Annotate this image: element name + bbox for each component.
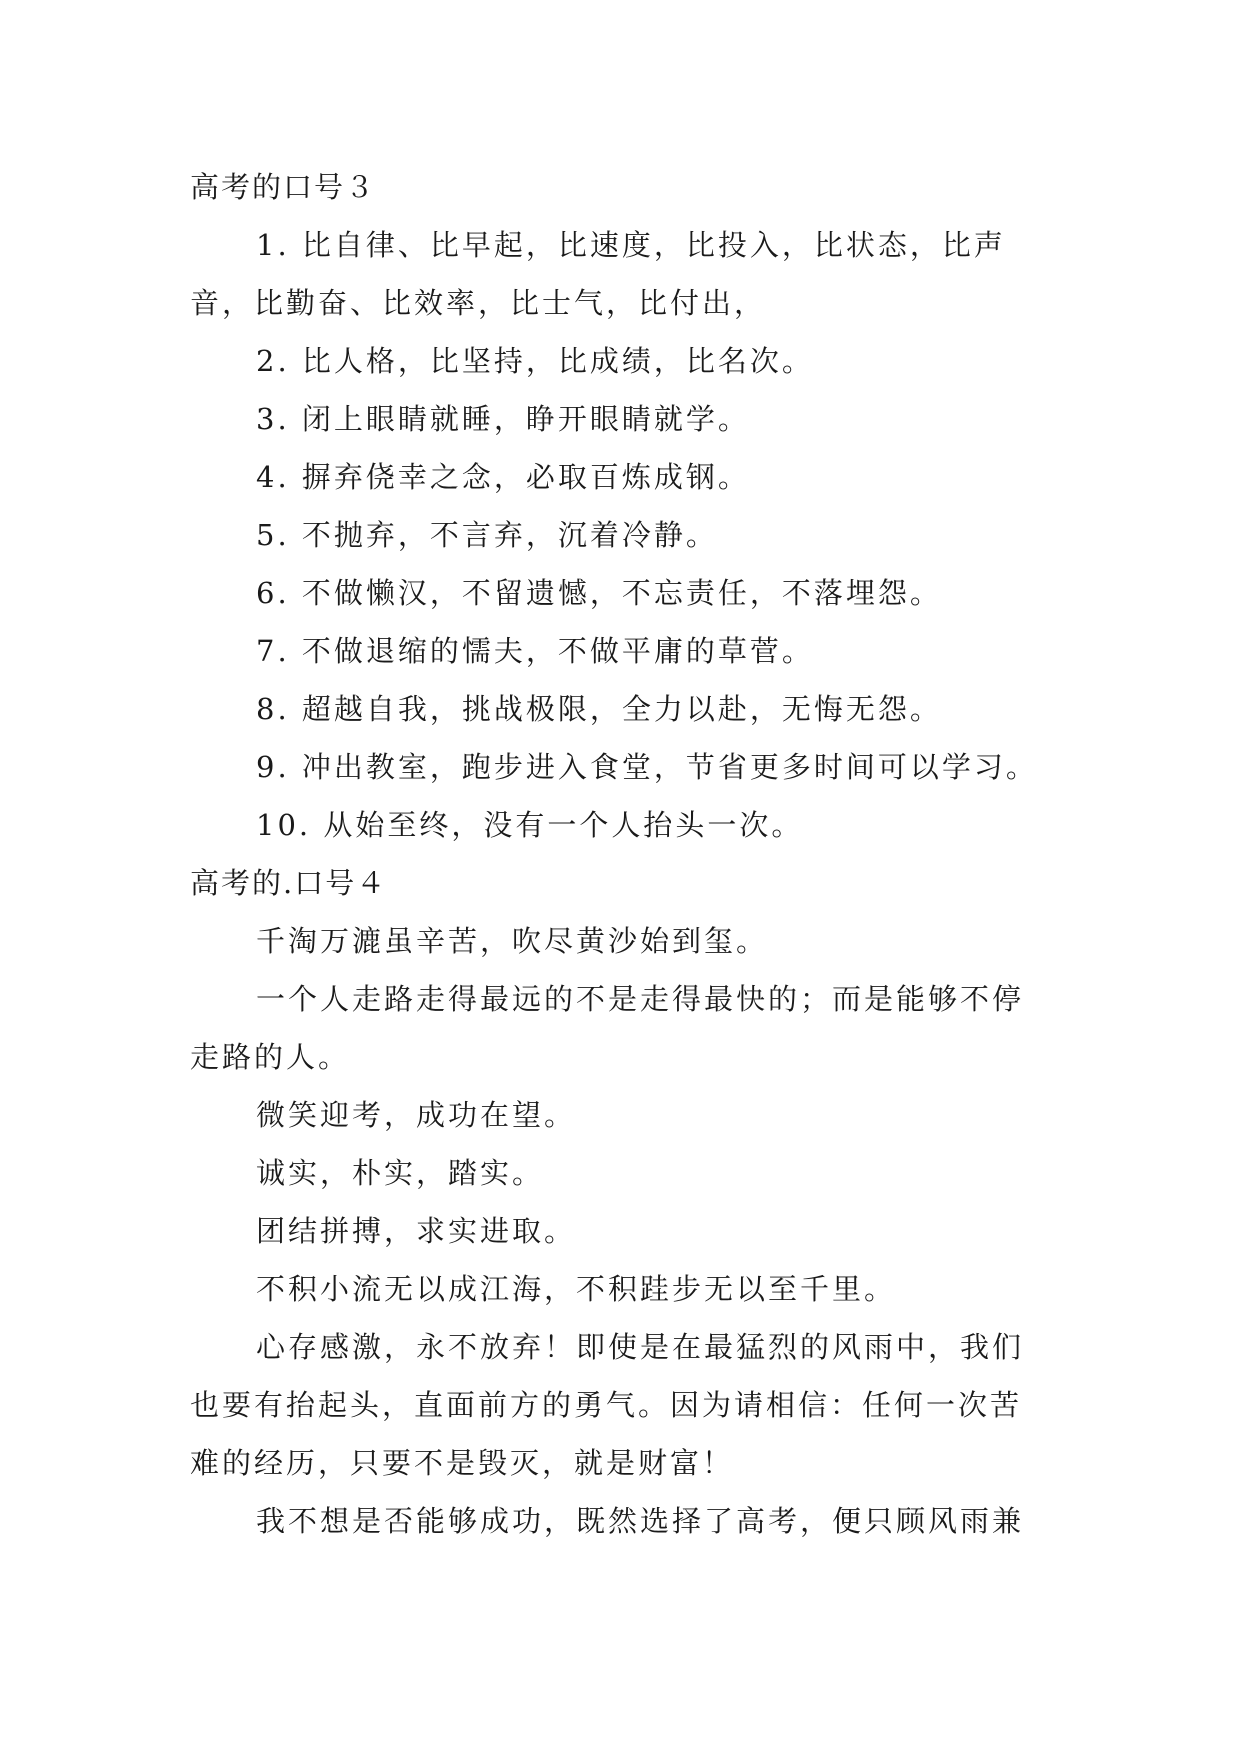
paragraph-line-continued: 难的经历，只要不是毁灭，就是财富！ (190, 1446, 735, 1480)
section-heading-3: 高考的口号３ (190, 170, 377, 204)
slogan-item-4: 4. 摒弃侥幸之念，必取百炼成钢。 (256, 460, 750, 494)
slogan-item-1-continued: 音，比勤奋、比效率，比士气，比付出， (190, 286, 767, 320)
paragraph-line: 团结拼搏，求实进取。 (256, 1214, 577, 1248)
paragraph-line: 心存感激，永不放弃！即使是在最猛烈的风雨中，我们 (256, 1330, 1025, 1364)
paragraph-line: 我不想是否能够成功，既然选择了高考，便只顾风雨兼 (256, 1504, 1025, 1538)
paragraph-line: 微笑迎考，成功在望。 (256, 1098, 577, 1132)
paragraph-line: 诚实，朴实，踏实。 (256, 1156, 545, 1190)
slogan-item-10: 10. 从始至终，没有一个人抬头一次。 (256, 808, 804, 842)
paragraph-line: 不积小流无以成江海，不积跬步无以至千里。 (256, 1272, 897, 1306)
slogan-item-6: 6. 不做懒汉，不留遗憾，不忘责任，不落埋怨。 (256, 576, 942, 610)
slogan-item-1: 1. 比自律、比早起，比速度，比投入，比状态，比声 (256, 228, 1006, 262)
slogan-item-8: 8. 超越自我，挑战极限，全力以赴，无悔无怨。 (256, 692, 942, 726)
slogan-item-7: 7. 不做退缩的懦夫，不做平庸的草菅。 (256, 634, 814, 668)
slogan-item-3: 3. 闭上眼睛就睡，睁开眼睛就学。 (256, 402, 750, 436)
slogan-item-5: 5. 不抛弃，不言弃，沉着冷静。 (256, 518, 718, 552)
slogan-item-9: 9. 冲出教室，跑步进入食堂，节省更多时间可以学习。 (256, 750, 1038, 784)
paragraph-line: 千淘万漉虽辛苦，吹尽黄沙始到玺。 (256, 924, 769, 958)
paragraph-line-continued: 走路的人。 (190, 1040, 351, 1074)
slogan-item-2: 2. 比人格，比坚持，比成绩，比名次。 (256, 344, 814, 378)
paragraph-line: 一个人走路走得最远的不是走得最快的；而是能够不停 (256, 982, 1025, 1016)
document-body (190, 158, 1060, 1550)
section-heading-4: 高考的.口号４ (190, 866, 388, 900)
paragraph-line-continued: 也要有抬起头，直面前方的勇气。因为请相信：任何一次苦 (190, 1388, 1023, 1422)
